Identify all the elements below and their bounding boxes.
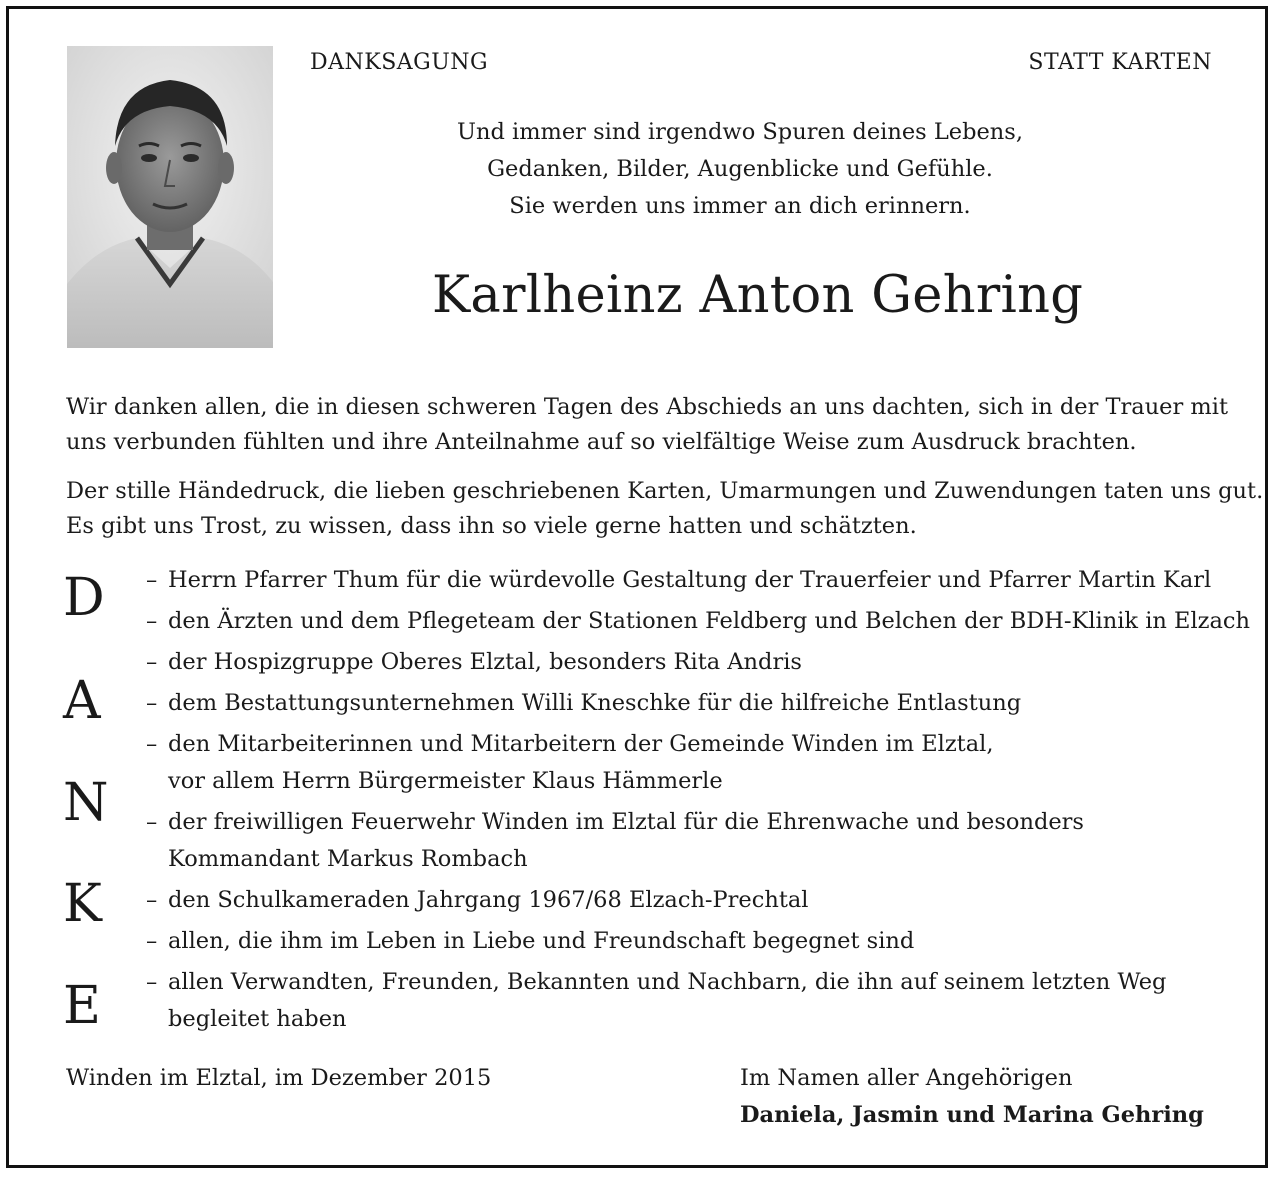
thanks-item: [146, 882, 1250, 919]
poem: [410, 114, 1070, 225]
thanks-item: [146, 964, 1250, 1038]
thanks-item-line: – den Mitarbeiterinnen und Mitarbeitern der Gemeinde Winden im Elztal,: [168, 731, 994, 757]
thanks-item-line: – Herrn Pfarrer Thum für die würdevolle Gestaltung der Trauerfeier und Pfarrer Martin Karl: [168, 567, 1212, 593]
poem-line: Und immer sind irgendwo Spuren deines Lebens,: [456, 119, 1023, 145]
paragraph-line: uns verbunden fühlten und ihre Anteilnahme auf so vielfältige Weise zum Ausdruck brachten.: [66, 429, 1137, 455]
thanks-item: [146, 644, 1250, 681]
thanks-list: [146, 562, 1250, 1038]
heading-statt-karten: STATT KARTEN: [1028, 50, 1212, 75]
thanks-item-line: Kommandant Markus Rombach: [168, 846, 528, 872]
thanks-item: [146, 923, 1250, 960]
thanks-item-line: – den Schulkameraden Jahrgang 1967/68 Elzach-Prechtal: [168, 887, 809, 913]
poem-line: Sie werden uns immer an dich erinnern.: [509, 193, 971, 219]
paragraph-line: Wir danken allen, die in diesen schweren Tagen des Abschieds an uns dachten, sich in der Trauer mit: [66, 394, 1228, 420]
paragraph-line: Es gibt uns Trost, zu wissen, dass ihn so viele gerne hatten und schätzten.: [66, 513, 917, 539]
place-date: Winden im Elztal, im Dezember 2015: [66, 1065, 492, 1091]
acrostic-letter-d: D: [63, 568, 105, 628]
deceased-name: Karlheinz Anton Gehring: [432, 266, 1084, 325]
acrostic-letter-a: A: [63, 671, 101, 731]
paragraph-line: Der stille Händedruck, die lieben geschriebenen Karten, Umarmungen und Zuwendungen taten uns gut.: [66, 478, 1264, 504]
thanks-item: [146, 562, 1250, 599]
thanks-item-line: – allen, die ihm im Leben in Liebe und Freundschaft begegnet sind: [168, 928, 915, 954]
acrostic-letter-k: K: [63, 874, 102, 934]
thanks-item-line: – dem Bestattungsunternehmen Willi Kneschke für die hilfreiche Entlastung: [168, 690, 1022, 716]
thanks-item-line: – den Ärzten und dem Pflegeteam der Stationen Feldberg und Belchen der BDH-Klinik in Elzach: [168, 608, 1251, 634]
poem-line: Gedanken, Bilder, Augenblicke und Gefühle.: [487, 156, 993, 182]
signoff-names: Daniela, Jasmin und Marina Gehring: [740, 1102, 1204, 1128]
thanks-item-line: begleitet haben: [168, 1006, 347, 1032]
thanks-item-line: vor allem Herrn Bürgermeister Klaus Hämmerle: [168, 768, 723, 794]
acrostic-letter-n: N: [63, 773, 109, 833]
thanks-item-line: – der Hospizgruppe Oberes Elztal, besonders Rita Andris: [168, 649, 802, 675]
heading-danksagung: DANKSAGUNG: [310, 50, 489, 75]
thanks-item: [146, 726, 1250, 800]
thanks-item: [146, 685, 1250, 722]
thanks-item: [146, 804, 1250, 878]
thanks-item-line: – der freiwilligen Feuerwehr Winden im Elztal für die Ehrenwache und besonders: [168, 809, 1084, 835]
signoff-line: Im Namen aller Angehörigen: [740, 1065, 1073, 1091]
acrostic-letter-e: E: [63, 976, 101, 1036]
thanks-item-line: – allen Verwandten, Freunden, Bekannten und Nachbarn, die ihn auf seinem letzten Weg: [168, 969, 1167, 995]
thanks-paragraph: [66, 390, 1226, 460]
comfort-paragraph: [66, 474, 1264, 544]
portrait-photo: [67, 46, 273, 348]
thanks-item: [146, 603, 1250, 640]
